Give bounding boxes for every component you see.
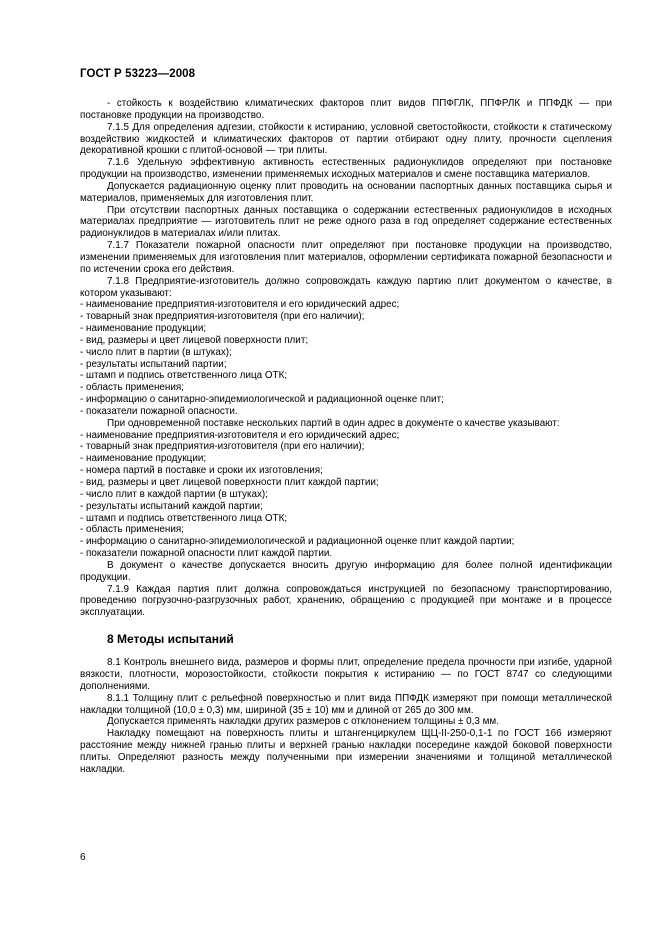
paragraph: В документ о качестве допускается вносить другую информацию для более полной идентификации продукции.	[80, 559, 612, 583]
standard-header: ГОСТ Р 53223—2008	[80, 68, 196, 80]
paragraph-8-1: 8.1 Контроль внешнего вида, размеров и формы плит, определение предела прочности при изгибе, ударной вязкости, плотности, морозостойкости, стойкости покрытия к истиранию — по ГОСТ 8747 со следующими дополнениями.	[80, 657, 612, 692]
list-item: - наименование продукции;	[80, 453, 207, 465]
section-heading: 8 Методы испытаний	[107, 632, 234, 647]
paragraph: - стойкость к воздействию климатических факторов плит видов ППФГЛК, ППФРЛК и ППФДК — при постановке продукции на производство.	[80, 98, 612, 121]
paragraph: Накладку помещают на поверхность плиты и штангенциркулем ЩЦ-II-250-0,1-1 по ГОСТ 166 измеряют расстояние между нижней гранью плиты и верхней гранью накладки посередине каждой боковой поверхности плиты. Определяют разность между полученными при измерении значениями и толщиной металлической накладки.	[80, 728, 612, 775]
list-item: - область применения;	[80, 524, 184, 536]
list-item: - номера партий в поставке и сроки их изготовления;	[80, 465, 323, 477]
paragraph-7-1-7: 7.1.7 Показатели пожарной опасности плит определяют при постановке продукции на производство, изменении применяемых для изготовления плит материалов, оформлении сертификата пожарной безопасности и по истечении срока его действия.	[80, 240, 612, 275]
list-item: - наименование предприятия-изготовителя и его юридический адрес;	[80, 429, 400, 441]
paragraph-7-1-9: 7.1.9 Каждая партия плит должна сопровождаться инструкцией по безопасному транспортированию, проведению погрузочно-разгрузочных работ, хранению, обращению с продукцией при монтаже и в процессе эксплуатации.	[80, 583, 612, 619]
list-item: - область применения;	[80, 382, 184, 394]
paragraph: При отсутствии паспортных данных поставщика о содержании естественных радионуклидов в исходных материалах предприятие — изготовитель плит не реже одного раза в год определяет содержание естественных радионуклидов в материалах и/или плитах.	[80, 204, 612, 240]
list-item: - число плит в каждой партии (в штуках);	[80, 488, 268, 500]
paragraph-7-1-5: 7.1.5 Для определения адгезии, стойкости к истиранию, условной светостойкости, стойкости к статическому воздействию жидкостей и климатических факторов от партии отбирают одну плиту, прочности сцепления декоративной крошки с плитой-основой — три плиты.	[80, 121, 612, 157]
list-item: - товарный знак предприятия-изготовителя (при его наличии);	[80, 311, 365, 323]
list-item: - штамп и подпись ответственного лица ОТК;	[80, 512, 288, 524]
list-item: - информацию о санитарно-эпидемиологической и радиационной оценке плит;	[80, 394, 444, 406]
list-item: - штамп и подпись ответственного лица ОТК;	[80, 370, 288, 382]
paragraph: Допускается применять накладки других размеров с отклонением толщины ± 0,3 мм.	[107, 716, 499, 728]
list-item: - наименование продукции;	[80, 323, 207, 335]
list-item: - показатели пожарной опасности плит каждой партии.	[80, 548, 333, 560]
paragraph-7-1-6: 7.1.6 Удельную эффективную активность естественных радионуклидов определяют при постановке продукции на производство, изменении применяемых исходных материалов и смене поставщика материалов.	[80, 157, 612, 181]
list-item: - результаты испытаний партии;	[80, 358, 227, 370]
list-item: - число плит в партии (в штуках);	[80, 346, 232, 358]
list-item: - результаты испытаний каждой партии;	[80, 500, 263, 512]
page-number: 6	[80, 852, 86, 863]
list-item: - вид, размеры и цвет лицевой поверхности плит каждой партии;	[80, 477, 379, 488]
list-item: - наименование предприятия-изготовителя и его юридический адрес;	[80, 299, 400, 311]
paragraph-8-1-1: 8.1.1 Толщину плит с рельефной поверхностью и плит вида ППФДК измеряют при помощи металлической накладки толщиной (10,0 ± 0,3) мм, шириной (35 ± 10) мм и длиной от 265 до 300 мм.	[80, 692, 612, 716]
list-item: - вид, размеры и цвет лицевой поверхности плит;	[80, 334, 309, 346]
paragraph: Допускается радиационную оценку плит проводить на основании паспортных данных поставщика сырья и материалов, применяемых для изготовления плит.	[80, 180, 612, 204]
list-item: - показатели пожарной опасности.	[80, 405, 238, 417]
list-item: - товарный знак предприятия-изготовителя (при его наличии);	[80, 441, 365, 453]
page-content	[80, 98, 612, 776]
list-item: - информацию о санитарно-эпидемиологической и радиационной оценке плит каждой партии;	[80, 536, 515, 548]
paragraph: При одновременной поставке нескольких партий в один адрес в документе о качестве указывают:	[107, 417, 560, 429]
paragraph-7-1-8: 7.1.8 Предприятие-изготовитель должно сопровождать каждую партию плит документом о качестве, в котором указывают:	[80, 275, 612, 299]
